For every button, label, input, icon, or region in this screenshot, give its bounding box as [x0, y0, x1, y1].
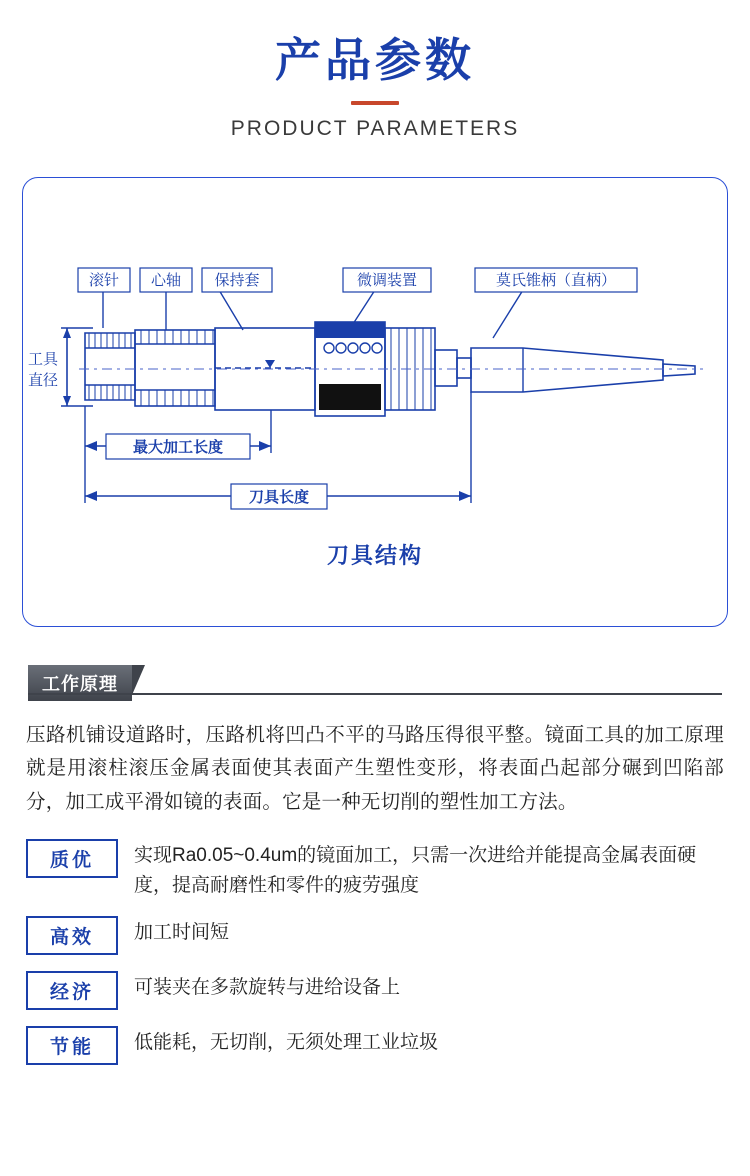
label-tool-diameter-2: 直径	[27, 371, 59, 389]
working-principle-paragraph: 压路机铺设道路时，压路机将凹凸不平的马路压得很平整。镜面工具的加工原理就是用滚柱滚压金属表面使其表面产生塑性变形，将表面凸起部分碾到凹陷部分，加工成平滑如镜的表面。它是一种无切削的塑性加工方法。	[26, 723, 724, 813]
feature-text: 加工时间短	[134, 922, 230, 944]
section-divider	[28, 693, 722, 695]
list-item	[26, 1026, 724, 1065]
list-item	[26, 971, 724, 1010]
list-item	[26, 839, 724, 900]
working-principle-heading	[28, 665, 132, 695]
section-tag-label: 工作原理	[28, 665, 132, 701]
page-title: 产品参数	[275, 34, 475, 86]
diagram-caption: 刀具结构	[326, 542, 423, 568]
title-divider	[351, 101, 399, 105]
label-max-machining-length	[106, 434, 250, 459]
svg-text:莫氏锥柄（直柄）: 莫氏锥柄（直柄）	[495, 271, 617, 289]
svg-text:心轴: 心轴	[150, 271, 182, 289]
feature-badge: 节能	[26, 1026, 118, 1065]
label-morse-taper	[475, 268, 637, 292]
tool-structure-diagram-card	[22, 177, 728, 627]
feature-badge: 高效	[26, 916, 118, 955]
page-header	[0, 0, 750, 141]
label-roller-needle	[78, 268, 130, 292]
feature-text: 实现Ra0.05~0.4um的镜面加工，只需一次进给并能提高金属表面硬度，提高耐磨性和零件的疲劳强度	[134, 845, 697, 896]
label-retainer	[202, 268, 272, 292]
svg-text:保持套: 保持套	[214, 271, 260, 289]
feature-text: 低能耗，无切削，无须处理工业垃圾	[134, 1032, 439, 1054]
feature-text: 可装夹在多款旋转与进给设备上	[134, 977, 401, 999]
svg-text:最大加工长度: 最大加工长度	[132, 438, 224, 456]
svg-text:滚针: 滚针	[88, 271, 120, 289]
feature-badge: 质优	[26, 839, 118, 878]
svg-text:微调装置: 微调装置	[356, 271, 418, 289]
svg-text:刀具长度: 刀具长度	[248, 488, 310, 506]
label-mandrel	[140, 268, 192, 292]
feature-list	[26, 839, 724, 1065]
label-fine-adjust	[343, 268, 431, 292]
page-subtitle: PRODUCT PARAMETERS	[230, 116, 520, 140]
list-item	[26, 916, 724, 955]
label-tool-diameter-1: 工具	[27, 350, 59, 368]
feature-badge: 经济	[26, 971, 118, 1010]
label-tool-length	[231, 484, 327, 509]
